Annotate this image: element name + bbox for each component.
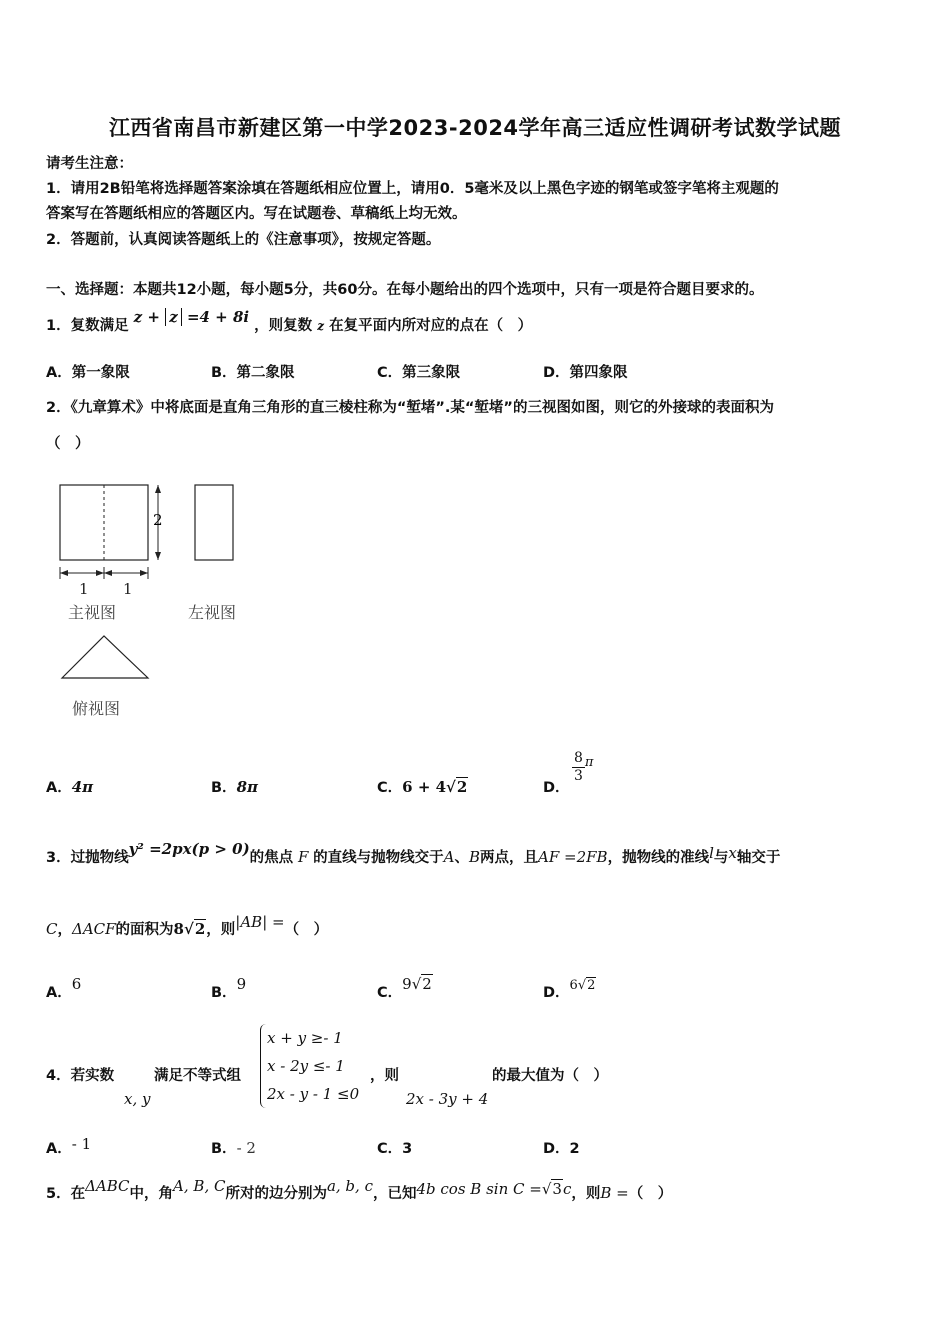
q3-stem-line-2: C，ΔACF的面积为8√2，则|AB| =（ ） — [46, 913, 329, 938]
q4-text-3: 的最大值为（ ） — [492, 1068, 608, 1084]
q2-three-view-figure — [50, 470, 270, 730]
q2-option-c-value: 6 + 4 — [402, 778, 447, 796]
q3-stem-line-1 — [46, 840, 781, 867]
q3-text-6: 轴交于 — [736, 850, 781, 866]
q5-ask-B: B = — [600, 1184, 629, 1202]
width-arrow-3 — [104, 570, 112, 576]
q4-vars: x, y — [124, 1090, 151, 1108]
side-view-rect — [195, 485, 233, 560]
q3-option-a-value: 6 — [71, 975, 82, 993]
height-label: 2 — [153, 511, 163, 529]
height-arrow-top — [155, 485, 161, 493]
q5-prefix: 5．在 — [46, 1186, 86, 1202]
q1-stem — [46, 308, 533, 335]
q3-option-b-label: B． — [211, 985, 237, 1001]
q4-option-c[interactable]: C．3 — [377, 1141, 413, 1157]
width-arrow-1 — [60, 570, 68, 576]
q2-stem-line-1: 2．《九章算术》中将底面是直角三角形的直三棱柱称为“堑堵”.某“堑堵”的三视图如图，则它的外接球的表面积为 — [46, 400, 774, 416]
q5-equation-lhs: 4b cos B sin C = — [416, 1180, 542, 1198]
section-heading: 一、选择题：本题共12小题，每小题5分，共60分。在每小题给出的四个选项中，只有一项是符合题目要求的。 — [46, 282, 764, 298]
q1-mid: ，则复数 — [254, 318, 313, 334]
q2-option-d-denominator: 3 — [574, 768, 583, 784]
width-label-left: 1 — [79, 580, 89, 598]
side-view-caption: 左视图 — [188, 603, 237, 622]
q2-option-d-pi: π — [584, 755, 594, 770]
q3-x-axis: x — [728, 844, 737, 862]
notice-heading: 请考生注意： — [46, 156, 133, 172]
q5-text-4: ，则 — [571, 1186, 601, 1202]
q4-text-1: 满足不等式组 — [154, 1068, 241, 1084]
q3-option-d-radicand: 2 — [587, 978, 596, 993]
q4-option-b-value: - 2 — [236, 1139, 256, 1157]
q1-option-b[interactable]: B．第二象限 — [211, 365, 295, 381]
q3-point-B: B — [469, 848, 481, 866]
q5-equation-c: c — [562, 1180, 572, 1198]
q3-point-C: C — [46, 920, 58, 938]
q3-option-c-label: C． — [377, 985, 403, 1001]
q4-option-b-label: B． — [211, 1141, 237, 1157]
q2-option-b[interactable] — [211, 776, 258, 797]
q1-formula — [134, 308, 249, 326]
q5-stem: 5．在ΔABC中，角A, B, C所对的边分别为a, b, c，已知4b cos B sin C =√3c，则B =（ ） — [46, 1177, 673, 1202]
q5-text-2: 所对的边分别为 — [225, 1186, 327, 1202]
notice-line-2: 答案写在答题纸相应的答题区内。写在试题卷、草稿纸上均无效。 — [46, 206, 467, 222]
q2-option-a-value: 4π — [71, 778, 94, 796]
q2-option-b-label: B． — [211, 780, 237, 796]
notice-line-3: 2．答题前，认真阅读答题纸上的《注意事项》，按规定答题。 — [46, 232, 441, 248]
top-view-caption: 俯视图 — [72, 699, 121, 718]
q2-option-b-value: 8π — [236, 778, 258, 796]
q1-prefix: 1．复数满足 — [46, 318, 129, 334]
q2-option-d[interactable] — [543, 776, 570, 797]
q3-option-d-value: 6 — [569, 978, 578, 993]
q1-suffix: 在复平面内所对应的点在（ ） — [329, 318, 533, 334]
q4-inequality-system — [260, 1024, 359, 1108]
q3-text-5: 与 — [713, 850, 729, 866]
q2-stem-line-2: （ ） — [46, 436, 90, 452]
q3-text-9: （ ） — [284, 922, 329, 938]
q3-option-a[interactable] — [46, 975, 82, 1002]
q3-text-4: ，抛物线的准线 — [607, 850, 710, 866]
q4-prefix: 4．若实数 — [46, 1068, 115, 1084]
front-view-caption: 主视图 — [68, 603, 117, 622]
q4-text-2: ，则 — [370, 1068, 399, 1084]
q5-text-1: 中，角 — [129, 1186, 174, 1202]
q5-text-5: （ ） — [628, 1186, 673, 1202]
q3-comma: ， — [57, 922, 72, 938]
q5-equation-radicand: 3 — [552, 1180, 562, 1198]
q1-formula-a: z + — [133, 308, 166, 326]
q2-option-c-radicand: 2 — [456, 778, 468, 796]
q2-option-c-label: C． — [377, 780, 403, 796]
q4-option-a-label: A． — [46, 1141, 72, 1157]
q1-option-c[interactable]: C．第三象限 — [377, 365, 461, 381]
q2-option-a-label: A． — [46, 780, 72, 796]
q3-condition: AF =2FB — [538, 848, 608, 866]
q3-text-7: 的面积为 — [115, 922, 174, 938]
q3-text-3: 两点，且 — [480, 850, 539, 866]
q3-option-a-label: A． — [46, 985, 72, 1001]
q4-ineq-3: 2x - y - 1 ≤0 — [267, 1085, 360, 1103]
q3-option-b-value: 9 — [236, 975, 247, 993]
q5-sides: a, b, c — [326, 1177, 373, 1195]
q3-directrix-l: l — [709, 844, 714, 862]
q3-triangle: ΔACF — [71, 920, 116, 938]
q3-parabola-equation: y² =2px(p > 0) — [128, 840, 250, 858]
q3-option-c-radicand: 2 — [422, 975, 432, 993]
width-arrow-4 — [140, 570, 148, 576]
q1-option-a[interactable]: A．第一象限 — [46, 365, 130, 381]
q3-text-1: 的焦点 — [249, 850, 294, 866]
q3-option-c[interactable]: C．9√2 — [377, 975, 432, 1001]
q3-area-radicand: 2 — [194, 920, 206, 938]
width-label-right: 1 — [123, 580, 133, 598]
q3-option-d-label: D． — [543, 985, 570, 1001]
q3-area-coef: 8 — [173, 920, 184, 938]
q3-option-d[interactable]: D．6√2 — [543, 978, 596, 1001]
q1-option-d[interactable]: D．第四象限 — [543, 365, 628, 381]
top-view-triangle — [62, 636, 148, 678]
width-arrow-2 — [96, 570, 104, 576]
exam-title: 江西省南昌市新建区第一中学2023-2024学年高三适应性调研考试数学试题 — [108, 116, 842, 140]
q3-ab-length: |AB| = — [235, 913, 285, 931]
q4-ineq-2: x - 2y ≤- 1 — [267, 1057, 345, 1075]
q4-ineq-1: x + y ≥- 1 — [267, 1029, 343, 1047]
q4-expression: 2x - 3y + 4 — [406, 1090, 489, 1108]
q1-formula-abs: z — [165, 308, 182, 326]
q4-option-a-value: - 1 — [71, 1135, 92, 1153]
q2-option-d-numerator: 8 — [574, 750, 583, 766]
q2-option-d-label: D． — [543, 780, 570, 796]
q4-option-d[interactable]: D．2 — [543, 1141, 580, 1157]
q5-angles: A, B, C — [173, 1177, 226, 1195]
q2-option-c[interactable]: C．6 + 4√2 — [377, 778, 468, 796]
q4-option-a[interactable] — [46, 1137, 91, 1158]
height-arrow-bottom — [155, 552, 161, 560]
q5-text-3: ，已知 — [372, 1186, 417, 1202]
q3-text-2: 的直线与抛物线交于 — [313, 850, 444, 866]
q3-prefix: 3．过抛物线 — [46, 850, 129, 866]
q5-triangle: ΔABC — [85, 1177, 130, 1195]
q3-option-c-value: 9 — [402, 975, 412, 993]
q3-option-b[interactable] — [211, 975, 247, 1002]
q1-var: z — [317, 319, 325, 333]
q3-sep: 、 — [454, 850, 469, 866]
q2-option-d-fraction — [572, 750, 593, 785]
q3-text-8: ，则 — [206, 922, 236, 938]
q4-option-b[interactable] — [211, 1137, 256, 1158]
q1-formula-b: =4 + 8i — [181, 308, 250, 326]
q2-option-a[interactable] — [46, 776, 93, 797]
notice-line-1: 1．请用2B铅笔将选择题答案涂填在答题纸相应位置上，请用0．5毫米及以上黑色字迹的钢笔或签字笔将主观题的 — [46, 181, 779, 197]
q3-point-A: A — [443, 848, 455, 866]
q3-focus-F: F — [297, 848, 309, 866]
